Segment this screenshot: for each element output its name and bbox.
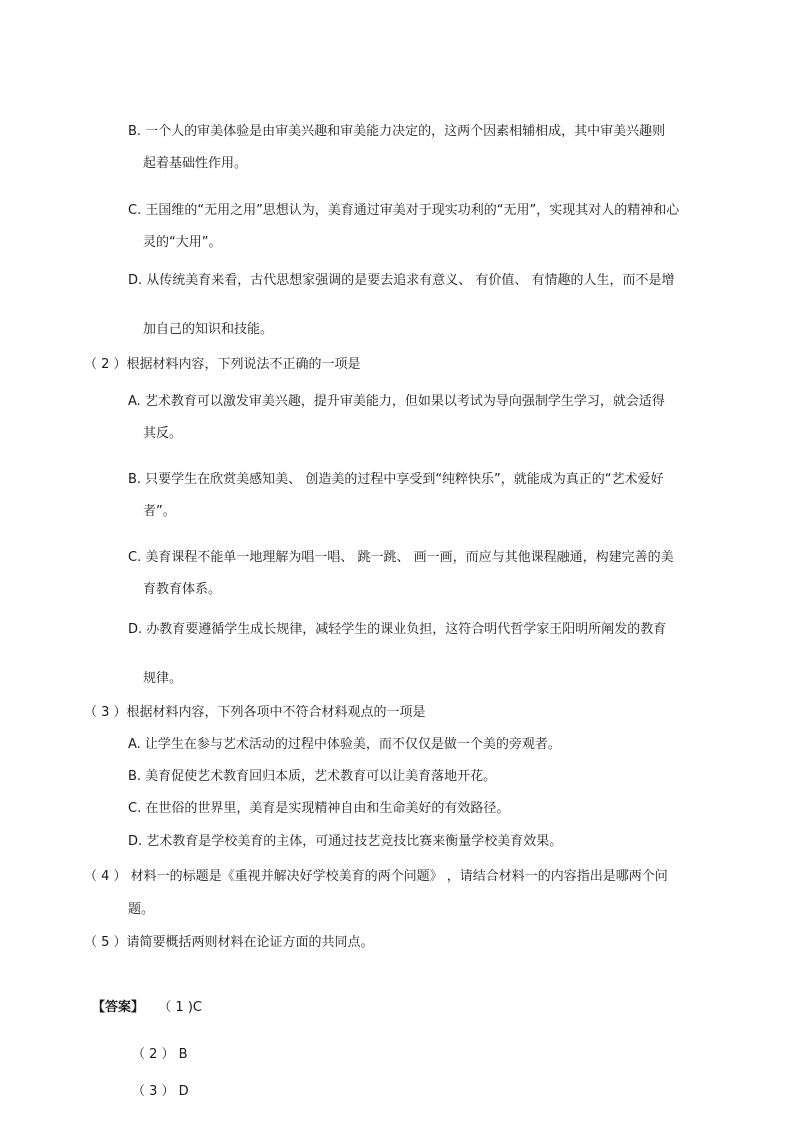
q2-option-b-line2: 者”。 — [143, 504, 176, 519]
q5-line1: （ 5 ）请简要概括两则材料在论证方面的共同点。 — [84, 935, 374, 950]
q4-line2: 题。 — [128, 902, 155, 917]
q1-option-b-line1: B. 一个人的审美体验是由审美兴趣和审美能力决定的，这两个因素相辅相成，其中审美兴趣则 — [128, 124, 666, 139]
q2-option-d-line1: D. 办教育要遵循学生成长规律，减轻学生的课业负担，这符合明代哲学家王阳明所阐发的教育 — [128, 622, 667, 637]
q4-line1: （ 4 ） 材料一的标题是《重视并解决好学校美育的两个问题》 ，请结合材料一的内容指出是哪两个问 — [84, 869, 668, 884]
q2-option-a-line1: A. 艺术教育可以激发审美兴趣，提升审美能力，但如果以考试为导向强制学生学习，就会适得 — [128, 394, 665, 409]
q2-option-a-line2: 其反。 — [143, 426, 183, 441]
q1-option-c-line2: 灵的“大用”。 — [143, 235, 222, 250]
answer-header — [92, 1000, 202, 1016]
q3-option-c: C. 在世俗的世界里，美育是实现精神自由和生命美好的有效路径。 — [128, 801, 510, 816]
q2-option-c-line2: 育教育体系。 — [143, 582, 222, 597]
q2-option-c-line1: C. 美育课程不能单一地理解为唱一唱、 跳一跳、 画一画，而应与其他课程融通，构建完善的美 — [128, 550, 674, 565]
q3-option-a: A. 让学生在参与艺术活动的过程中体验美，而不仅仅是做一个美的旁观者。 — [128, 737, 561, 752]
q3-stem: （ 3 ）根据材料内容，下列各项中不符合材料观点的一项是 — [84, 705, 426, 720]
q2-stem: （ 2 ）根据材料内容，下列说法不正确的一项是 — [84, 357, 361, 372]
q1-option-c-line1: C. 王国维的“无用之用”思想认为，美育通过审美对于现实功利的“无用”，实现其对人的精神和心 — [128, 203, 680, 218]
q3-option-b: B. 美育促使艺术教育回归本质，艺术教育可以让美育落地开花。 — [128, 769, 497, 784]
q2-option-b-line1: B. 只要学生在欣赏美感知美、 创造美的过程中享受到“纯粹快乐”，就能成为真正的“艺术爱好 — [128, 472, 664, 487]
answer-2: （ 2 ） B — [132, 1047, 188, 1062]
q1-option-d-line2: 加自己的知识和技能。 — [143, 322, 274, 337]
answer-1: （ 1 )C — [158, 1000, 202, 1015]
answer-3: （ 3 ） D — [132, 1084, 189, 1099]
q3-option-d: D. 艺术教育是学校美育的主体，可通过技艺竞技比赛来衡量学校美育效果。 — [128, 834, 563, 849]
q1-option-d-line1: D. 从传统美育来看，古代思想家强调的是要去追求有意义、 有价值、 有情趣的人生，而不是增 — [128, 273, 675, 288]
answer-label: 【答案】 — [92, 1000, 145, 1015]
q1-option-b-line2: 起着基础性作用。 — [143, 156, 248, 171]
q2-option-d-line2: 规律。 — [143, 671, 183, 686]
